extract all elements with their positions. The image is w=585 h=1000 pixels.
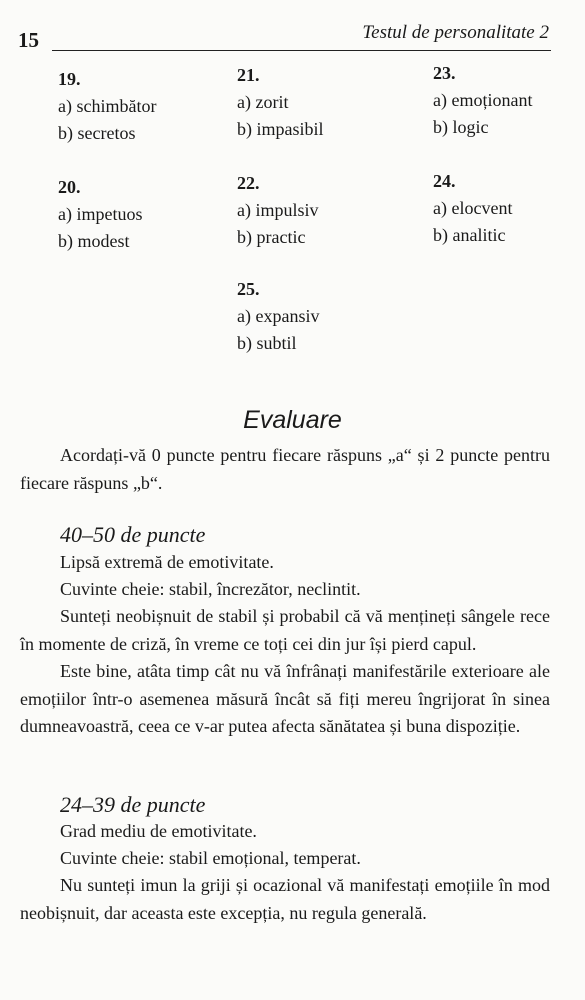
option-b: b) subtil [237, 333, 297, 353]
question-number: 25. [237, 279, 260, 299]
emotivity-level: Lipsă extremă de emotivitate. [60, 552, 274, 572]
emotivity-level: Grad mediu de emotivitate. [60, 821, 257, 841]
question-number: 24. [433, 171, 456, 191]
option-a: a) schimbător [58, 96, 157, 116]
question-21 [237, 62, 324, 143]
question-25 [237, 276, 319, 357]
option-a: a) zorit [237, 92, 289, 112]
question-22 [237, 170, 319, 251]
description-paragraph: Sunteți neobișnuit de stabil și probabil că vă mențineți sângele rece în momente de criză, în vreme ce toți cei din jur își pierd capul. [20, 606, 550, 654]
question-19 [58, 66, 156, 147]
option-a: a) impulsiv [237, 200, 319, 220]
option-b: b) modest [58, 231, 130, 251]
section-title: Evaluare [243, 406, 342, 434]
question-number: 20. [58, 177, 81, 197]
question-23 [433, 60, 532, 141]
running-title: Testul de personalitate 2 [362, 22, 549, 43]
question-number: 22. [237, 173, 260, 193]
score-range-heading: 40–50 de puncte [60, 522, 206, 547]
question-24 [433, 168, 512, 249]
question-number: 19. [58, 69, 81, 89]
option-a: a) elocvent [433, 198, 513, 218]
option-b: b) logic [433, 117, 489, 137]
question-number: 21. [237, 65, 260, 85]
option-b: b) secretos [58, 123, 136, 143]
option-a: a) impetuos [58, 204, 143, 224]
question-20 [58, 174, 142, 255]
description-paragraph: Este bine, atâta timp cât nu vă înfrânați manifestările exterioare ale emoțiilor într-o asemenea măsură încât să fiți mereu îngrijorat în sinea dumneavoastră, ceea ce v-ar putea afecta sănătatea și buna dispoziție. [20, 661, 550, 736]
option-b: b) practic [237, 227, 306, 247]
option-b: b) analitic [433, 225, 506, 245]
description-paragraph: Nu sunteți imun la griji și ocazional vă manifestați emoțiile în mod neobișnuit, dar aceasta este excepția, nu regula generală. [20, 875, 550, 923]
intro-paragraph: Acordați-vă 0 puncte pentru fiecare răspuns „a“ și 2 puncte pentru fiecare răspuns „b“. [20, 445, 550, 493]
score-range-heading: 24–39 de puncte [60, 792, 206, 817]
keywords: Cuvinte cheie: stabil emoțional, temperat. [60, 848, 361, 868]
option-a: a) emoționant [433, 90, 533, 110]
question-number: 23. [433, 63, 456, 83]
option-b: b) impasibil [237, 119, 324, 139]
page-number: 15 [18, 28, 39, 52]
header-rule [52, 50, 551, 51]
option-a: a) expansiv [237, 306, 320, 326]
keywords: Cuvinte cheie: stabil, încrezător, neclintit. [60, 579, 361, 599]
